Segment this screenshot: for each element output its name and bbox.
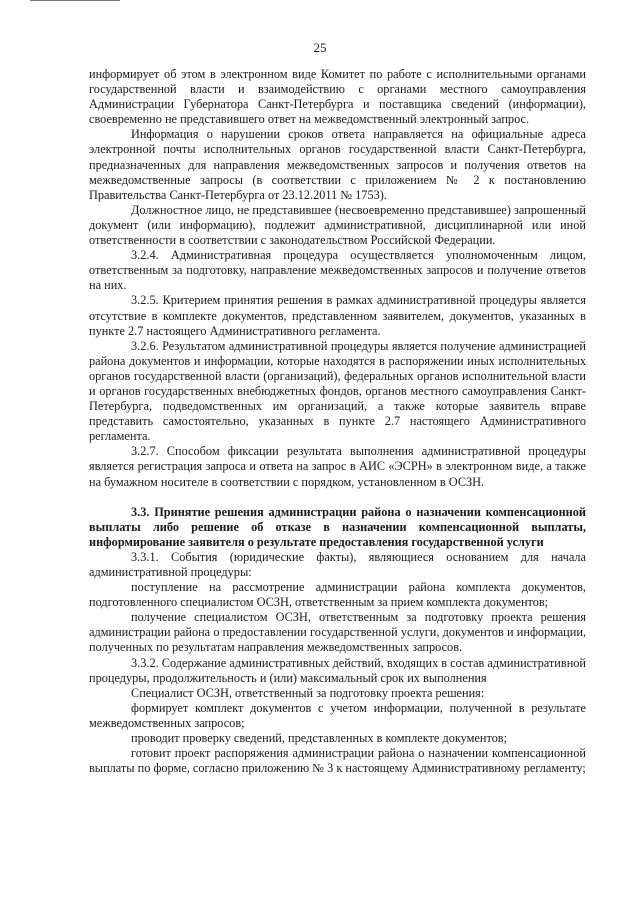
paragraph-prepares-draft: готовит проект распоряжения администрации района о назначении компенсационной выплаты по форме, согласно приложению № 3 к настоящему Административному регламенту;	[89, 746, 586, 776]
paragraph-3-2-6: 3.2.6. Результатом административной процедуры является получение администрацией района документов и информации, которые находятся в распоряжении иных исполнительных органов государственной власти (организаций), федеральных органов исполнительной власти и органов государственных внебюджетных фондов, органов местного самоуправления Санкт-Петербурга, подведомственных им организаций, а также которые заявитель вправе представить самостоятельно, указанных в пункте 2.7 настоящего Административного регламента.	[89, 338, 586, 444]
paragraph-3-3-2: 3.3.2. Содержание административных действий, входящих в состав административной процедуры, продолжительность и (или) максимальный срок их выполнения	[89, 655, 586, 685]
paragraph-continuation: информирует об этом в электронном виде Комитет по работе с исполнительными органами государственной власти и взаимодействию с органами местного самоуправления Администрации Губернатора Санкт-Петербурга и поставщика сведений (информации), своевременно не представившего ответ на межведомственный электронный запрос.	[89, 67, 586, 127]
paragraph-receipt-by-specialist: получение специалистом ОСЗН, ответственным за подготовку проекта решения администрации района о предоставлении государственной услуги, документов и информации, полученных по результатам направления межведомственных запросов.	[89, 610, 586, 655]
page-number: 25	[313, 40, 327, 55]
section-heading-3-3: 3.3. Принятие решения администрации района о назначении компенсационной выплаты либо решение об отказе в назначении компенсационной выплаты, информирование заявителя о результате предоставления государственной услуги	[89, 504, 586, 549]
scan-edge-mark	[30, 0, 120, 1]
paragraph-verifies-info: проводит проверку сведений, представленных в комплекте документов;	[131, 731, 508, 746]
paragraph-3-2-7: 3.2.7. Способом фиксации результата выполнения административной процедуры является регистрация запроса и ответа на запрос в АИС «ЭСРН» в электронном виде, а также на бумажном носителе в соответствии с порядком, установленном в ОСЗН.	[89, 444, 586, 489]
paragraph-specialist-intro: Специалист ОСЗН, ответственный за подготовку проекта решения:	[131, 685, 485, 700]
document-body	[89, 67, 586, 776]
paragraph-3-2-4: 3.2.4. Административная процедура осуществляется уполномоченным лицом, ответственным за подготовку, направление межведомственных запросов и получение ответов на них.	[89, 248, 586, 293]
paragraph-official-responsibility: Должностное лицо, не представившее (несвоевременно представившее) запрошенный документ (или информацию), подлежит административной, дисциплинарной или иной ответственности в соответствии с законодательством Российской Федерации.	[89, 202, 586, 248]
paragraph-forms-package: формирует комплект документов с учетом информации, полученной в результате межведомственных запросов;	[89, 700, 586, 730]
paragraph-receipt-of-documents: поступление на рассмотрение администрации района комплекта документов, подготовленного специалистом ОСЗН, ответственным за прием комплекта документов;	[89, 580, 586, 610]
paragraph-3-2-5: 3.2.5. Критерием принятия решения в рамках административной процедуры является отсутствие в комплекте документов, представленном заявителем, документов, указанных в пункте 2.7 настоящего Административного регламента.	[89, 293, 586, 338]
paragraph-3-3-1: 3.3.1. События (юридические факты), являющиеся основанием для начала административной процедуры:	[89, 549, 586, 579]
paragraph-deadline-violation: Информация о нарушении сроков ответа направляется на официальные адреса электронной почты исполнительных органов государственной власти Санкт-Петербурга, предназначенных для направления межведомственных запросов и получения ответов на межведомственные запросы (в соответствии с приложением № 2 к постановлению Правительства Санкт-Петербурга от 23.12.2011 № 1753).	[89, 127, 586, 202]
